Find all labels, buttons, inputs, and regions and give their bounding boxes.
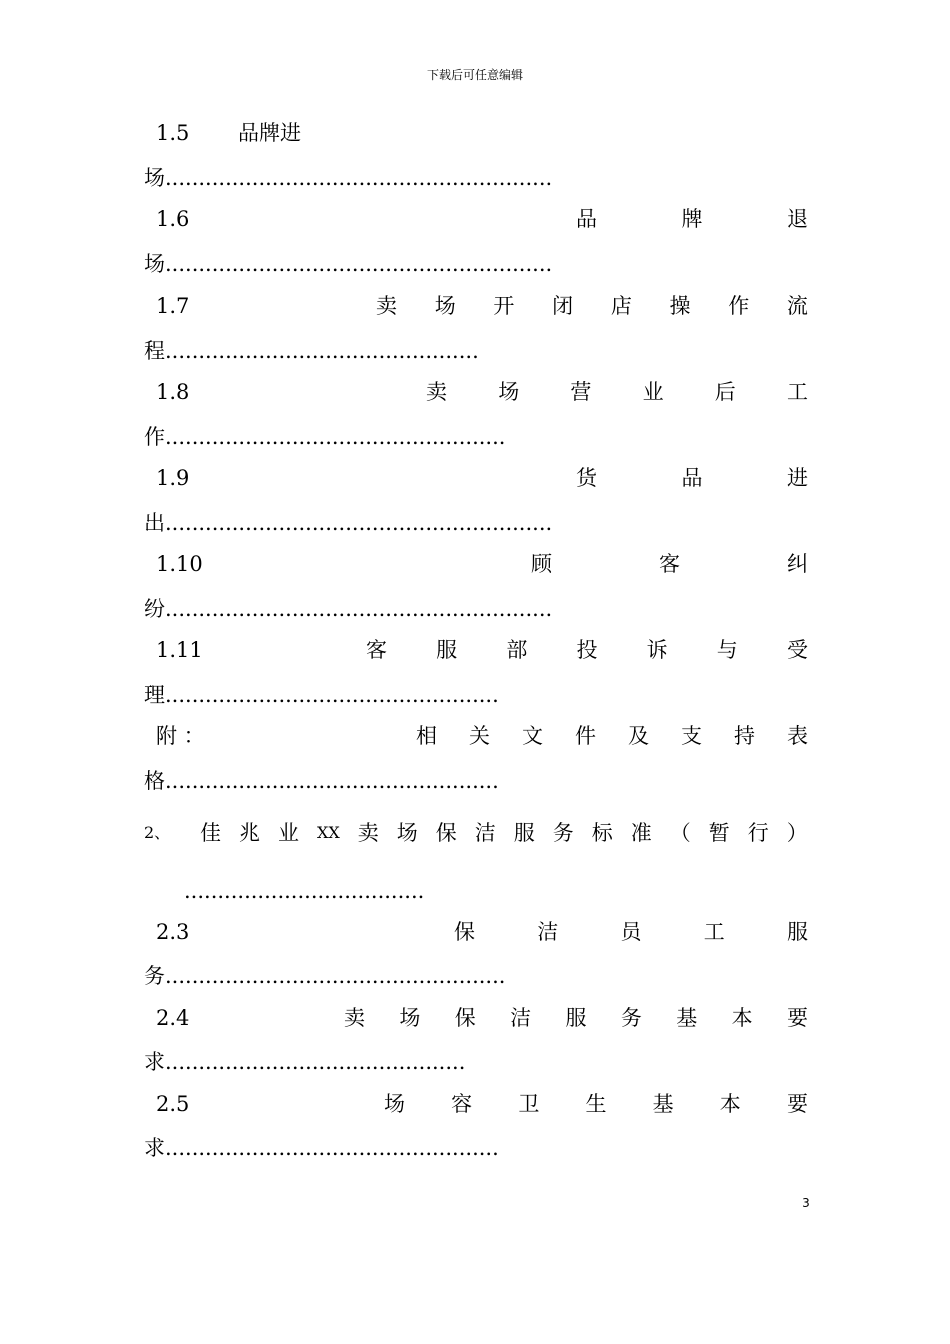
toc-entry-tail: 场 <box>144 166 165 190</box>
toc-title-char: 营 <box>570 380 592 404</box>
toc-title-char: 后 <box>714 380 736 404</box>
toc-title-char: 洁 <box>537 920 559 944</box>
toc-title-char: 支 <box>681 724 702 748</box>
toc-entry-tail: 纷 <box>144 597 165 621</box>
toc-title-char: 工 <box>786 380 808 404</box>
toc-entry-title <box>238 118 808 148</box>
toc-entry-heading <box>144 549 808 579</box>
toc-entry-continuation <box>144 422 808 452</box>
section-title-char: 准 <box>630 821 652 845</box>
toc-entry-tail: 程 <box>144 339 165 363</box>
section-title-char: 务 <box>552 821 574 845</box>
toc-entry-heading <box>144 1003 808 1033</box>
toc-entry-heading <box>144 721 808 751</box>
toc-entry-number: 1.6 <box>156 207 190 231</box>
section-title-char: 行 <box>747 821 769 845</box>
toc-title-char: 服 <box>787 920 808 944</box>
section-title <box>200 818 808 848</box>
toc-title-char: 保 <box>454 920 475 944</box>
toc-title-char: 场 <box>399 1006 421 1030</box>
toc-title-char: 与 <box>716 638 738 662</box>
section-title-char: 暂 <box>708 821 730 845</box>
toc-entry-number: 1.11 <box>156 638 203 662</box>
leader-dots: .......................................................... <box>165 252 553 276</box>
toc-entry-continuation <box>144 961 808 991</box>
toc-title-char: 货 <box>576 466 597 490</box>
toc-title-char: 品牌进 <box>238 121 301 145</box>
toc-title-char: 员 <box>620 920 642 944</box>
toc-title-char: 件 <box>575 724 596 748</box>
toc-entry-title <box>246 1089 808 1119</box>
toc-title-char: 本 <box>719 1092 741 1116</box>
toc-title-char: 客 <box>659 552 680 576</box>
toc-title-char: 卫 <box>518 1092 540 1116</box>
toc-entry-heading <box>144 917 808 947</box>
toc-title-char: 容 <box>451 1092 473 1116</box>
toc-title-char: 客 <box>366 638 387 662</box>
toc-title-char: 卖 <box>376 294 397 318</box>
toc-title-char: 相 <box>416 724 437 748</box>
section-title-char: 标 <box>591 821 613 845</box>
toc-entry-title <box>246 204 808 234</box>
toc-entry-number: 1.5 <box>156 121 190 145</box>
section-title-char: 兆 <box>239 821 260 845</box>
toc-title-char: 要 <box>786 1092 808 1116</box>
leader-dots: ............................................... <box>165 339 479 363</box>
toc-title-char: 要 <box>787 1006 808 1030</box>
toc-title-char: 基 <box>652 1092 674 1116</box>
toc-title-char: 工 <box>703 920 725 944</box>
toc-title-char: 部 <box>506 638 528 662</box>
leader-dots: .................................................. <box>165 1136 499 1160</box>
toc-title-char: 及 <box>628 724 649 748</box>
toc-title-char: 生 <box>585 1092 607 1116</box>
toc-title-char: 场 <box>498 380 520 404</box>
toc-entry-heading <box>144 1089 808 1119</box>
toc-entry-tail: 求 <box>144 1136 165 1160</box>
toc-title-char: 纠 <box>787 552 808 576</box>
page-header: 下载后可任意编辑 <box>426 68 523 82</box>
toc-entry-number: 2.5 <box>156 1092 190 1116</box>
toc-entry-continuation <box>144 680 808 710</box>
toc-entry-number: 1.7 <box>156 294 190 318</box>
toc-title-char: 流 <box>786 294 808 318</box>
leader-dots: .......................................................... <box>165 166 553 190</box>
toc-entry-continuation <box>144 336 808 366</box>
toc-entry-continuation <box>144 766 808 796</box>
toc-title-char: 业 <box>642 380 664 404</box>
toc-entry-tail: 理 <box>144 683 165 707</box>
toc-entry-tail: 作 <box>144 425 165 449</box>
toc-title-char: 洁 <box>510 1006 532 1030</box>
toc-entry-heading <box>144 204 808 234</box>
toc-entry-tail: 场 <box>144 252 165 276</box>
section-title-char: 保 <box>435 821 457 845</box>
toc-entry-number: 1.10 <box>156 552 203 576</box>
section-title-char: （ <box>669 821 691 845</box>
toc-entry-number: 附 ： <box>156 724 205 748</box>
toc-entry-title <box>246 1003 808 1033</box>
toc-entry-title <box>246 917 808 947</box>
toc-entry-heading <box>144 291 808 321</box>
toc-entry-tail: 求 <box>144 1050 165 1074</box>
leader-dots: .......................................................... <box>165 597 553 621</box>
toc-title-char: 店 <box>610 294 632 318</box>
toc-title-char: 操 <box>669 294 691 318</box>
toc-title-char: 关 <box>469 724 490 748</box>
toc-entry-title <box>246 549 808 579</box>
toc-title-char: 服 <box>565 1006 587 1030</box>
toc-title-char: 场 <box>384 1092 405 1116</box>
toc-entry-tail: 格 <box>144 769 165 793</box>
toc-entry-title <box>246 377 808 407</box>
section-title-char: XX <box>317 823 340 842</box>
toc-title-char: 服 <box>436 638 458 662</box>
toc-title-char: 牌 <box>681 207 703 231</box>
toc-title-char: 务 <box>620 1006 642 1030</box>
toc-title-char: 基 <box>676 1006 698 1030</box>
toc-entry-number: 2.3 <box>156 920 190 944</box>
leader-dots: .................................... <box>184 879 425 903</box>
toc-title-char: 本 <box>731 1006 753 1030</box>
toc-title-char: 卖 <box>426 380 447 404</box>
section-title-char: 业 <box>278 821 299 845</box>
toc-title-char: 保 <box>454 1006 476 1030</box>
leader-dots: ................................................... <box>165 425 506 449</box>
toc-entry-title <box>246 291 808 321</box>
toc-entry-tail: 务 <box>144 964 165 988</box>
leader-dots: .................................................. <box>165 683 499 707</box>
toc-entry-number: 1.8 <box>156 380 190 404</box>
section-title-char: 洁 <box>474 821 496 845</box>
toc-entry-tail: 出 <box>144 511 165 535</box>
leader-dots: .......................................................... <box>165 511 553 535</box>
toc-title-char: 持 <box>734 724 755 748</box>
toc-entry-continuation <box>144 163 808 193</box>
toc-entry-heading <box>144 118 808 148</box>
toc-title-char: 投 <box>576 638 598 662</box>
section-title-char: 场 <box>396 821 418 845</box>
section-heading <box>144 818 808 848</box>
toc-title-char: 开 <box>493 294 515 318</box>
section-title-char: 卖 <box>357 821 379 845</box>
toc-title-char: 场 <box>434 294 456 318</box>
toc-entry-continuation <box>144 508 808 538</box>
section-title-char: ） <box>786 821 808 845</box>
toc-entry-heading <box>144 463 808 493</box>
toc-entry-title <box>246 721 808 751</box>
toc-title-char: 进 <box>787 466 808 490</box>
toc-entry-continuation <box>144 594 808 624</box>
toc-title-char: 作 <box>728 294 750 318</box>
leader-dots: ................................................... <box>165 964 506 988</box>
toc-entry-continuation <box>144 1133 808 1163</box>
section-number: 2、 <box>144 823 171 842</box>
toc-title-char: 品 <box>681 466 703 490</box>
leader-dots: ............................................. <box>165 1050 466 1074</box>
toc-title-char: 卖 <box>344 1006 365 1030</box>
toc-title-char: 顾 <box>531 552 552 576</box>
toc-title-char: 诉 <box>646 638 668 662</box>
toc-entry-heading <box>144 635 808 665</box>
toc-title-char: 受 <box>786 638 808 662</box>
toc-entry-number: 2.4 <box>156 1006 190 1030</box>
toc-title-char: 退 <box>787 207 808 231</box>
toc-entry-title <box>246 635 808 665</box>
leader-dots: .................................................. <box>165 769 499 793</box>
section-title-char: 佳 <box>200 821 221 845</box>
toc-entry-continuation <box>144 249 808 279</box>
section-title-char: 服 <box>513 821 535 845</box>
page-number: 3 <box>802 1196 810 1210</box>
toc-title-char: 表 <box>787 724 808 748</box>
toc-title-char: 品 <box>576 207 597 231</box>
toc-title-char: 文 <box>522 724 543 748</box>
toc-entry-number: 1.9 <box>156 466 190 490</box>
toc-title-char: 闭 <box>552 294 574 318</box>
toc-entry-heading <box>144 377 808 407</box>
toc-entry-continuation <box>144 1047 808 1077</box>
toc-entry-title <box>246 463 808 493</box>
